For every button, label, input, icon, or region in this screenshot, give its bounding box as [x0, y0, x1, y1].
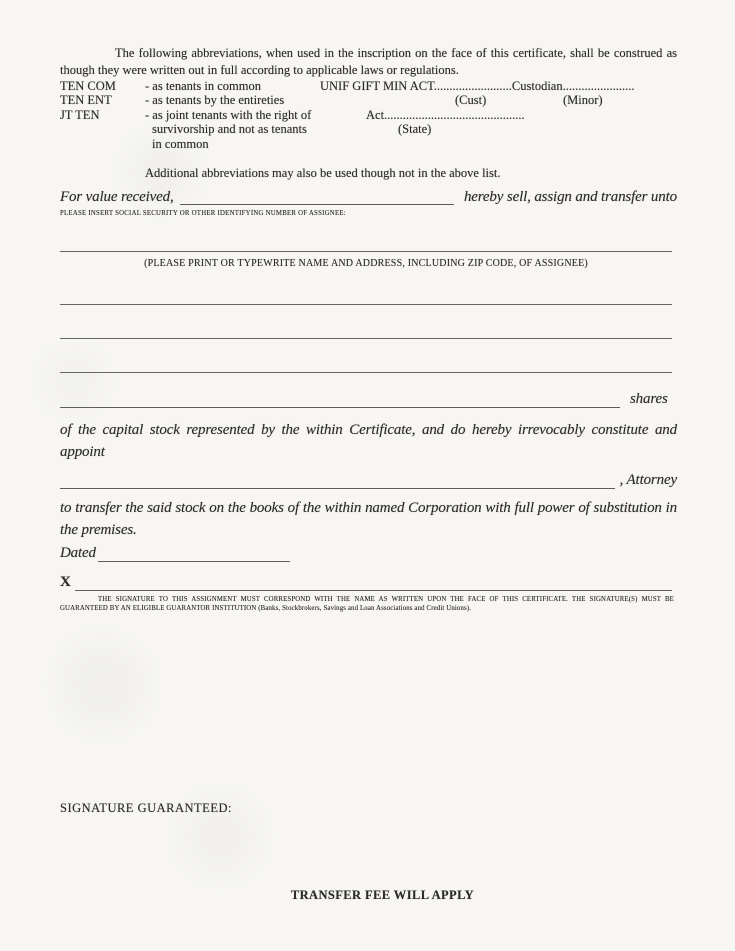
shares-fill-line	[60, 404, 620, 408]
shares-row	[60, 388, 677, 408]
ssn-instruction-note: PLEASE INSERT SOCIAL SECURITY OR OTHER IDENTIFYING NUMBER OF ASSIGNEE:	[60, 210, 346, 217]
hereby-sell-label: hereby sell, assign and transfer unto	[463, 189, 677, 205]
signature-x-label: X	[60, 574, 71, 590]
shares-label: shares	[630, 391, 668, 407]
additional-abbreviations-note: Additional abbreviations may also be used though not in the above list.	[145, 166, 501, 180]
abbr-ten-com-def: - as tenants in common	[145, 79, 261, 93]
abbreviations-intro-paragraph: The following abbreviations, when used in the inscription on the face of this certificate, shall be construed as though they were written out in full according to applicable laws or regulations.	[60, 46, 677, 77]
address-line-1	[60, 304, 672, 305]
attorney-fill-line	[60, 485, 615, 489]
signature-guaranteed-label: SIGNATURE GUARANTEED:	[60, 801, 232, 815]
print-name-address-note: (PLEASE PRINT OR TYPEWRITE NAME AND ADDRESS, INCLUDING ZIP CODE, OF ASSIGNEE)	[144, 258, 588, 269]
abbr-ten-com: TEN COM	[60, 79, 116, 93]
capital-stock-paragraph: of the capital stock represented by the within Certificate, and do hereby irrevocably constitute and appoint	[60, 422, 677, 460]
dated-row	[60, 540, 290, 562]
minor-label: (Minor)	[563, 93, 603, 107]
transfer-fee-notice: TRANSFER FEE WILL APPLY	[290, 888, 475, 902]
transfer-paragraph: to transfer the said stock on the books of the within named Corporation with full power of substitution in the premises.	[60, 500, 677, 538]
abbr-ten-ent: TEN ENT	[60, 93, 112, 107]
dated-label: Dated	[60, 545, 96, 561]
signature-guarantee-note: THE SIGNATURE TO THIS ASSIGNMENT MUST CORRESPOND WITH THE NAME AS WRITTEN UPON THE FACE OF THIS CERTIFICATE. THE SIGNATURE(S) MUST BE GUARANTEED BY AN ELIGIBLE GUARANTOR INSTITUTION (Banks, Stockbrokers, Savings and Loan Associations and Credit Unions).	[60, 596, 674, 613]
for-value-received-label: For value received,	[60, 189, 174, 205]
act-line: Act.............................................	[366, 108, 525, 122]
assignor-fill-line	[180, 201, 454, 205]
abbr-jt-ten: JT TEN	[60, 108, 100, 122]
abbr-ten-ent-def: - as tenants by the entireties	[145, 93, 285, 107]
attorney-row	[60, 469, 677, 489]
assignee-name-line	[60, 251, 672, 252]
state-label: (State)	[398, 122, 432, 136]
abbr-jt-ten-def-3: in common	[152, 137, 209, 151]
unif-gift-min-act-line: UNIF GIFT MIN ACT.........................Custodian.......................	[320, 79, 635, 93]
for-value-received-row	[60, 184, 677, 206]
address-line-2	[60, 338, 672, 339]
signature-x-row	[60, 567, 672, 591]
cust-label: (Cust)	[455, 93, 487, 107]
signature-fill-line	[75, 587, 672, 591]
dated-fill-line	[98, 558, 290, 562]
abbr-jt-ten-def-1: - as joint tenants with the right of	[145, 108, 312, 122]
attorney-label: , Attorney	[619, 472, 677, 488]
abbr-jt-ten-def-2: survivorship and not as tenants	[152, 122, 307, 136]
address-line-3	[60, 372, 672, 373]
